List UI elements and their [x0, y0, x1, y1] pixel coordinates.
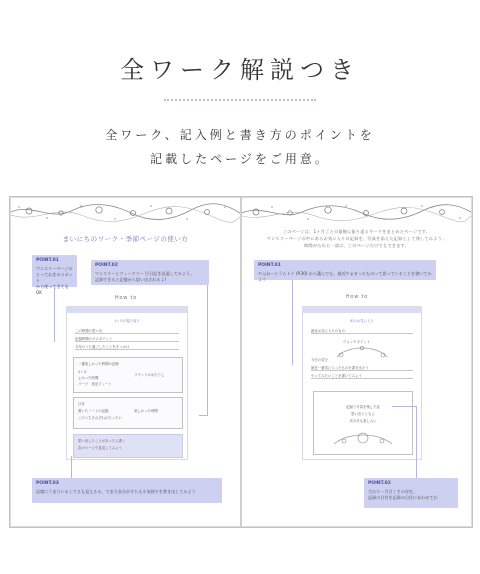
floral-border-icon [242, 201, 471, 223]
connector-line [54, 287, 55, 342]
page-title: 全ワーク解説つき [120, 56, 360, 84]
book-spread [9, 196, 473, 528]
how-to-label: How to [345, 294, 369, 300]
connector-line [392, 406, 417, 479]
worksheet-line: 日付 [78, 402, 85, 406]
worksheet-line: 一番楽しかった時間の記憶 [78, 362, 119, 366]
worksheet-line: やってみたいことを書いてみよう [311, 374, 362, 378]
worksheet-line: 書いたノートの記録 [78, 409, 109, 413]
floral-wreath-icon [333, 343, 391, 367]
worksheet-line: ウォッチポイント [343, 340, 370, 344]
intro-line: 時間がたわら一部は、このページだけでもできます。 [304, 243, 409, 248]
connector-line [292, 280, 293, 365]
callout-text: 当たり一月日こその存在。 記録の日付を記録の日付にあわせてわ [368, 489, 438, 500]
worksheet-line: 思い出とともに [351, 412, 375, 416]
callout-point-03 [32, 478, 222, 503]
intro-line-2: 記載したページをご用意。 [150, 152, 330, 166]
worksheet-heading: 私のお気に入り [350, 319, 374, 323]
worksheet-rule [311, 378, 413, 379]
callout-text: 記憶にうまりいるしてるも見えるる、でまた気分がそちもる気持ちを書き出してみよう [36, 489, 196, 494]
callout-label: POINT.03 [36, 481, 59, 486]
worksheet-line: 楽しかった時間 [134, 409, 158, 413]
callout-point-02 [91, 260, 209, 285]
worksheet-line: 最近一番気に入ったものを書き出そう [311, 366, 369, 370]
intro-line: このページは、1ヶ月ごとの最後に振り返るワークをまとめたページです。 [282, 229, 431, 234]
how-to-heading [91, 295, 161, 301]
worksheet-rule [311, 370, 413, 371]
how-to-heading [322, 294, 392, 300]
left-page-title: まいにちのワーク・季節ページの使い方 [62, 235, 189, 243]
worksheet-line: 今年のうち過ごしたことをきっかけ [75, 345, 130, 349]
worksheet-line: 思い出したことがあったら書く [78, 439, 126, 443]
callout-label: POINT.01 [258, 263, 281, 268]
worksheet-line: この時間の思い出 [75, 329, 103, 333]
callout-point-02 [364, 478, 458, 508]
worksheet-heading: 1ヶ月の振り返り [114, 319, 140, 323]
callout-point-01 [254, 260, 436, 280]
worksheet-line: よかった時間 [78, 376, 99, 380]
worksheet-line: 記録と写真を残した証 [346, 405, 380, 409]
intro-line: マンスリーページの中にあるお気に入りの記録を、写真を添えた記録として残してみよう。 [266, 236, 447, 241]
worksheet-box [73, 397, 183, 429]
title-divider [164, 99, 316, 101]
intro-line-1: 全ワーク、記入例と書き方のポイントを [105, 128, 375, 142]
worksheet-line: 次のページで見返してみよう [78, 446, 123, 450]
callout-label: POINT.01 [36, 258, 59, 263]
worksheet-highlight [73, 434, 183, 458]
worksheet-line: 次の月も楽しみに [349, 419, 377, 423]
how-to-label: How to [114, 295, 138, 301]
callout-text: マンスリーとウィークリー 行日記を見返してみよう。 記録できると記憶から思い出されるよ! [95, 271, 195, 282]
callout-label: POINT.02 [95, 263, 118, 268]
worksheet-header-bar [67, 307, 187, 313]
worksheet-line: パーツ 表記フィート [78, 382, 112, 386]
worksheet-header-bar [303, 307, 421, 313]
callout-point-01 [32, 255, 77, 295]
worksheet-line: 1ヶ月 [78, 370, 87, 374]
worksheet-line: ラウンドのおたりし [134, 373, 165, 377]
worksheet-rule [75, 349, 179, 350]
left-page [11, 198, 240, 526]
callout-text: やんね～とうらトイ (P.30) から選んでも、最近やぁせったものって思っていることを書いてみよう [258, 271, 432, 282]
worksheet-preview [66, 306, 188, 460]
worksheet-line: 最近お気に入りのもの [311, 329, 345, 333]
connector-line [199, 285, 208, 416]
connector-line [71, 456, 72, 478]
worksheet-line: 今日の気分 [311, 358, 328, 362]
floral-wreath-icon [332, 428, 394, 450]
callout-text: マンスリーページの とっておきのスポット から使ってきてもOK [36, 266, 73, 295]
worksheet-line: 記録時間のダメポイント [75, 337, 113, 341]
right-page [242, 198, 471, 526]
worksheet-line: このうちそれぞれのたったい [78, 416, 123, 420]
worksheet-rule [311, 333, 413, 334]
worksheet-box [73, 357, 183, 393]
callout-label: POINT.02 [368, 481, 391, 486]
floral-border-icon [11, 201, 240, 223]
worksheet-rule [75, 333, 179, 334]
worksheet-rule [75, 341, 179, 342]
